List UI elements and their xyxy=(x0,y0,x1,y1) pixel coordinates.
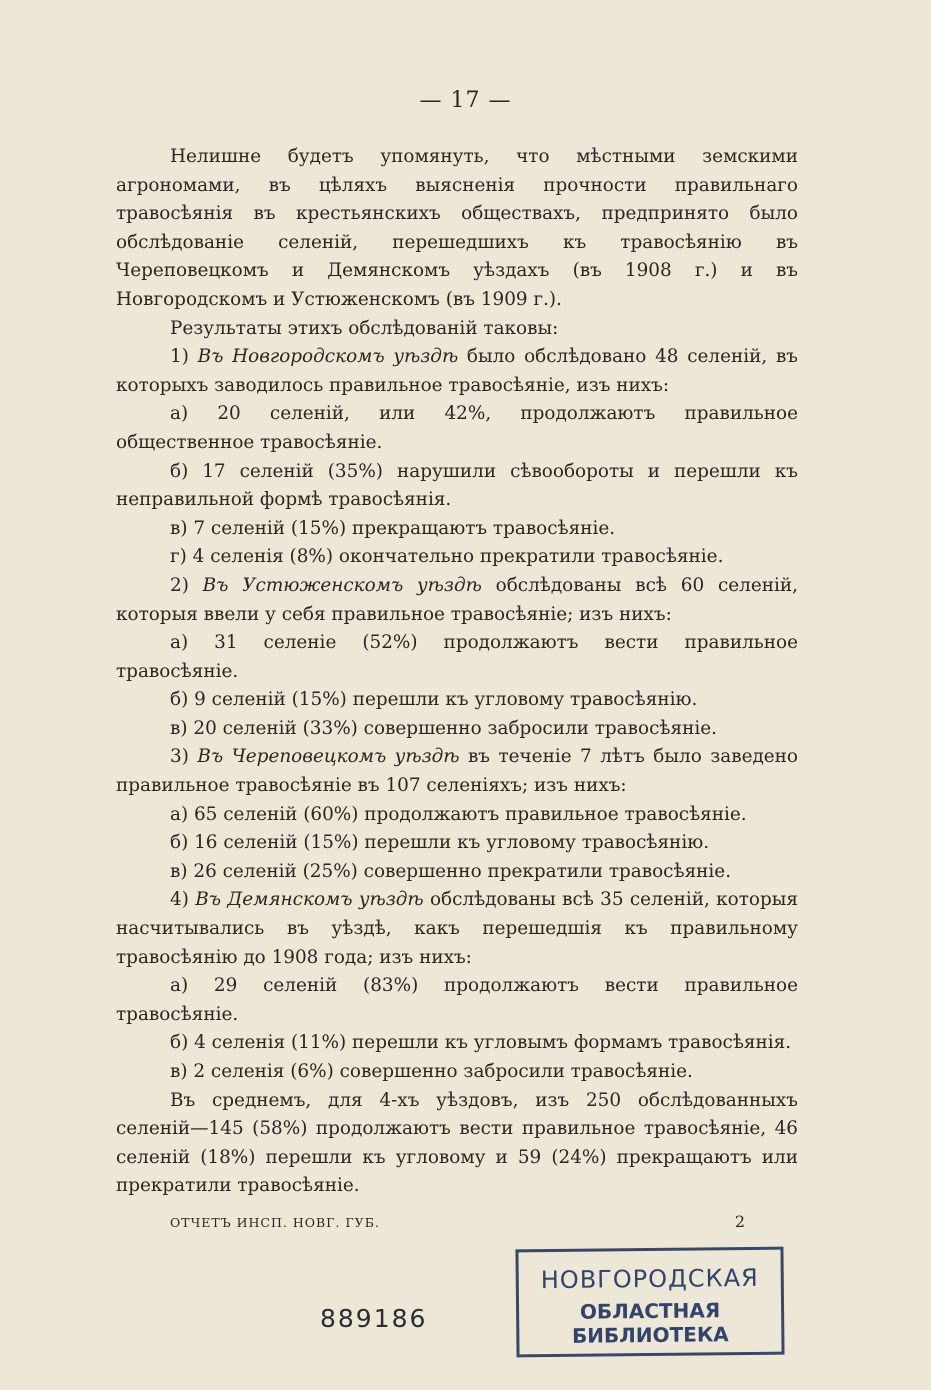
paragraph: а) 20 селеній, или 42%, продолжаютъ правильное общественное травосѣяніе. xyxy=(116,403,798,453)
library-stamp xyxy=(515,1247,784,1358)
stamp-line-2: ОБЛАСТНАЯ БИБЛИОТЕКА xyxy=(571,1298,729,1348)
paragraph: б) 16 селеній (15%) перешли къ угловому травосѣянію. xyxy=(170,832,710,854)
paragraph: Результаты этихъ обслѣдованій таковы: xyxy=(170,317,559,339)
district-heading: Въ Демянскомъ уѣздѣ xyxy=(195,889,424,911)
paragraph: 1) Въ Новгородскомъ уѣздѣ было обслѣдовано 48 селеній, въ которыхъ заводилось правильное травосѣяніе, изъ нихъ: xyxy=(116,346,798,396)
page-number: — 17 — xyxy=(419,88,512,113)
paragraph: 2) Въ Устюженскомъ уѣздѣ обслѣдованы всѣ 60 селеній, которыя ввели у себя правильное травосѣяніе; изъ нихъ: xyxy=(116,574,798,625)
body-text xyxy=(116,143,798,1201)
paragraph: а) 65 селеній (60%) продолжаютъ правильное травосѣяніе. xyxy=(170,803,747,825)
paragraph: г) 4 селенія (8%) окончательно прекратили травосѣяніе. xyxy=(170,546,724,568)
paragraph: Въ среднемъ, для 4-хъ уѣздовъ, изъ 250 обслѣдованныхъ селеній—145 (58%) продолжаютъ вести правильное травосѣяніе, 46 селеній (18%) перешли къ угловому и 59 (24%) прекращаютъ или прекратили травосѣяніе. xyxy=(116,1089,798,1197)
stamp-line-1: НОВГОРОДСКАЯ xyxy=(540,1263,759,1295)
paragraph: Нелишне будетъ упомянуть, что мѣстными земскими агрономами, въ цѣляхъ выясненія прочности правильнаго травосѣянія въ крестьянскихъ обществахъ, предпринято было обслѣдованіе селеній, перешедшихъ къ травосѣянію въ Череповецкомъ и Демянскомъ уѣздахъ (въ 1908 г.) и въ Новгородскомъ и Устюженскомъ (въ 1909 г.). xyxy=(116,146,798,310)
paragraph: в) 7 селеній (15%) прекращаютъ травосѣяніе. xyxy=(170,517,616,539)
paragraph: б) 4 селенія (11%) перешли къ угловымъ формамъ травосѣянія. xyxy=(170,1032,792,1054)
paragraph: 3) Въ Череповецкомъ уѣздѣ въ теченіе 7 лѣтъ было заведено правильное травосѣяніе въ 107 селеніяхъ; изъ нихъ: xyxy=(116,746,798,797)
paragraph: б) 9 селеній (15%) перешли къ угловому травосѣянію. xyxy=(170,689,698,711)
signature-mark: 2 xyxy=(734,1212,745,1231)
district-heading: Въ Череповецкомъ уѣздѣ xyxy=(197,746,460,768)
district-heading: Въ Новгородскомъ уѣздѣ xyxy=(197,346,459,368)
paragraph: в) 2 селенія (6%) совершенно забросили травосѣяніе. xyxy=(170,1061,693,1082)
paragraph: а) 29 селеній (83%) продолжаютъ вести правильное травосѣяніе. xyxy=(116,975,798,1025)
district-heading: Въ Устюженскомъ уѣздѣ xyxy=(202,574,482,596)
paragraph: 4) Въ Демянскомъ уѣздѣ обслѣдованы всѣ 35 селеній, которыя насчитывались въ уѣздѣ, какъ перешедшія къ правильному травосѣянію до 1908 года; изъ нихъ: xyxy=(116,889,798,968)
inventory-number: 889186 xyxy=(320,1304,428,1333)
paragraph: в) 26 селеній (25%) совершенно прекратили травосѣяніе. xyxy=(170,860,732,882)
paragraph: б) 17 селеній (35%) нарушили сѣвообороты и перешли къ неправильной формѣ травосѣянія. xyxy=(116,460,798,511)
footer-title: ОТЧЕТЪ ИНСП. НОВГ. ГУБ. xyxy=(170,1215,380,1230)
paragraph: а) 31 селеніе (52%) продолжаютъ вести правильное травосѣяніе. xyxy=(116,632,798,682)
running-footer xyxy=(170,1212,745,1231)
paragraph: в) 20 селеній (33%) совершенно забросили травосѣяніе. xyxy=(170,717,717,739)
